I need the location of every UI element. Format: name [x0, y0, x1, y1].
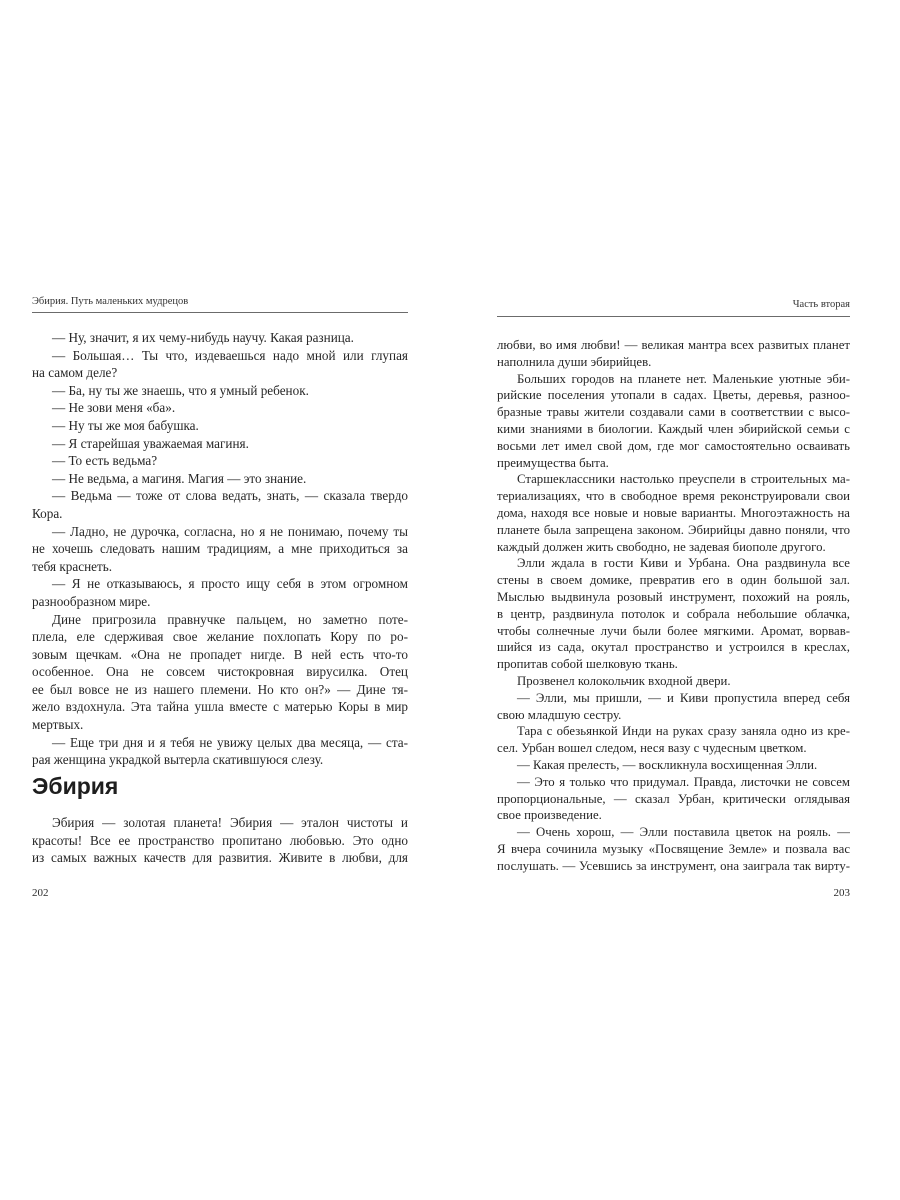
text-line: планете была запрещена законом. Эбирийцы давно поняли, что [497, 522, 850, 537]
text-line: на самом деле? [32, 365, 118, 381]
right-running-head: Часть вторая [792, 299, 850, 310]
text-line: — Я старейшая уважаемая магиня. [52, 435, 249, 451]
text-line: — Какая прелесть, — воскликнула восхищенная Элли. [517, 757, 818, 772]
right-page-text [497, 337, 850, 875]
text-line: Эбирия — золотая планета! Эбирия — эталон чистоты и [52, 815, 408, 830]
left-page [32, 0, 408, 1200]
text-line: — Я не отказываюсь, я просто ищу себя в этом огромном [52, 576, 408, 592]
text-line: свое произведение. [497, 808, 602, 823]
text-line: Мыслью выдвинула розовый инструмент, похожий на рояль, [497, 589, 850, 604]
left-running-head: Эбирия. Путь маленьких мудрецов [32, 296, 189, 307]
text-line: — Ведьма — тоже от слова ведать, знать, — сказала твердо [52, 488, 408, 504]
text-line: наполнила души эбирийцев. [497, 354, 652, 369]
right-page-number: 203 [833, 887, 850, 899]
text-line: каждый должен жить свободно, не задевая биополе другого. [497, 539, 826, 554]
text-line: — Это я только что придумал. Правда, листочки не совсем [517, 774, 850, 789]
text-line: стены в своем домике, превратив его в один большой зал. [497, 573, 850, 588]
text-line: плела, еле сдерживая свое желание похлопать Кору по ро- [32, 629, 408, 645]
text-line: — Еще три дня и я тебя не увижу целых два месяца, — ста- [52, 734, 408, 750]
text-line: — Элли, мы пришли, — и Киви пропустила вперед себя [517, 690, 850, 705]
text-line: бразные травы жители создавали сами в соответствии с высо- [497, 405, 850, 420]
text-line: рая женщина украдкой вытерла скатившуюся слезу. [32, 752, 324, 768]
section-heading: Эбирия [32, 773, 119, 799]
text-line: особенное. Она не совсем чистокровная вирусилка. Отец [32, 664, 408, 680]
text-line: тебя краснеть. [32, 558, 113, 574]
text-line: Больших городов на планете нет. Маленькие уютные эби- [517, 371, 850, 386]
text-line: восьми лет имел свой дом, где мог самостоятельно осваивать [497, 438, 850, 453]
text-line: — Большая… Ты что, издеваешься надо мной или глупая [52, 347, 408, 363]
left-page-number: 202 [32, 887, 49, 899]
text-line: из самых важных качеств для развития. Живите в любви, для [32, 850, 408, 866]
text-line: сел. Урбан вошел следом, неся вазу с чудесным цветком. [497, 741, 807, 756]
text-line: пропитав собой шелковую ткань. [497, 657, 678, 672]
text-line: любви, во имя любви! — великая мантра всех развитых планет [497, 338, 850, 352]
text-line: свою младшую сестру. [497, 707, 622, 722]
text-line: — Ну ты же моя бабушка. [52, 417, 199, 433]
text-line: зовым щечкам. «Она не пропадет нигде. В ней есть что-то [32, 646, 408, 662]
text-line: териализациях, что в свободное время реконструировали свои [497, 489, 850, 504]
text-line: кими знаниями в биологии. Каждый член эбирийской семьи с [497, 421, 850, 436]
text-line: красоты! Все ее пространство пропитано любовью. Это одно [32, 832, 408, 848]
text-line: Прозвенел колокольчик входной двери. [517, 673, 731, 688]
text-line: Кора. [32, 505, 63, 521]
text-line: Дине пригрозила правнучке пальцем, но заметно поте- [52, 611, 408, 627]
text-line: — То есть ведьма? [52, 453, 158, 469]
left-page-text [32, 329, 408, 769]
text-line: Я вчера сочинила музыку «Посвящение Земле» и позвала вас [497, 841, 850, 856]
left-header-rule [32, 312, 408, 313]
text-line: пропорциональные, — сказал Урбан, критически оглядывая [497, 791, 850, 806]
right-page [497, 0, 850, 1200]
text-line: Тара с обезьянкой Инди на руках сразу заняла одно из кре- [517, 724, 850, 739]
text-line: чтобы солнечные лучи были более мягкими. Аромат, ворвав- [497, 623, 850, 638]
text-line: Старшеклассники настолько преуспели в строительных ма- [517, 472, 850, 487]
section-text [32, 814, 408, 867]
text-line: — Ну, значит, я их чему-нибудь научу. Какая разница. [52, 330, 354, 345]
text-line: не хочешь следовать нашим традициям, а мне приходиться за [32, 541, 408, 557]
text-line: дома, находя все новые и новые варианты. Многоэтажность на [497, 505, 850, 520]
right-header-rule [497, 316, 850, 317]
text-line: разнообразном мире. [32, 593, 151, 609]
text-line: — Ба, ну ты же знаешь, что я умный ребенок. [52, 382, 309, 398]
text-line: рийские поселения утопали в садах. Цветы, деревья, разноо- [497, 388, 850, 403]
text-line: шийся из сада, окутал пространство и устроился в креслах, [497, 640, 850, 655]
text-line: мертвых. [32, 717, 84, 733]
text-line: послушать. — Усевшись за инструмент, она заиграла так вирту- [497, 858, 850, 873]
text-line: жело вздохнула. Эта тайна ушла вместе с матерью Коры в мир [32, 699, 408, 715]
text-line: — Ладно, не дурочка, согласна, но я не понимаю, почему ты [52, 523, 408, 539]
text-line: — Не ведьма, а магиня. Магия — это знание. [52, 470, 307, 486]
text-line: Элли ждала в гости Киви и Урбана. Она раздвинула все [517, 556, 850, 571]
text-line: — Очень хорош, — Элли поставила цветок на рояль. — [517, 825, 850, 840]
text-line: ее был вовсе не из нашего племени. Но кто он?» — Дине тя- [32, 681, 408, 697]
text-line: в центр, раздвинула потолок и собрала небольшие облачка, [497, 606, 850, 621]
text-line: преимущества быта. [497, 455, 609, 470]
text-line: — Не зови меня «ба». [52, 400, 176, 416]
